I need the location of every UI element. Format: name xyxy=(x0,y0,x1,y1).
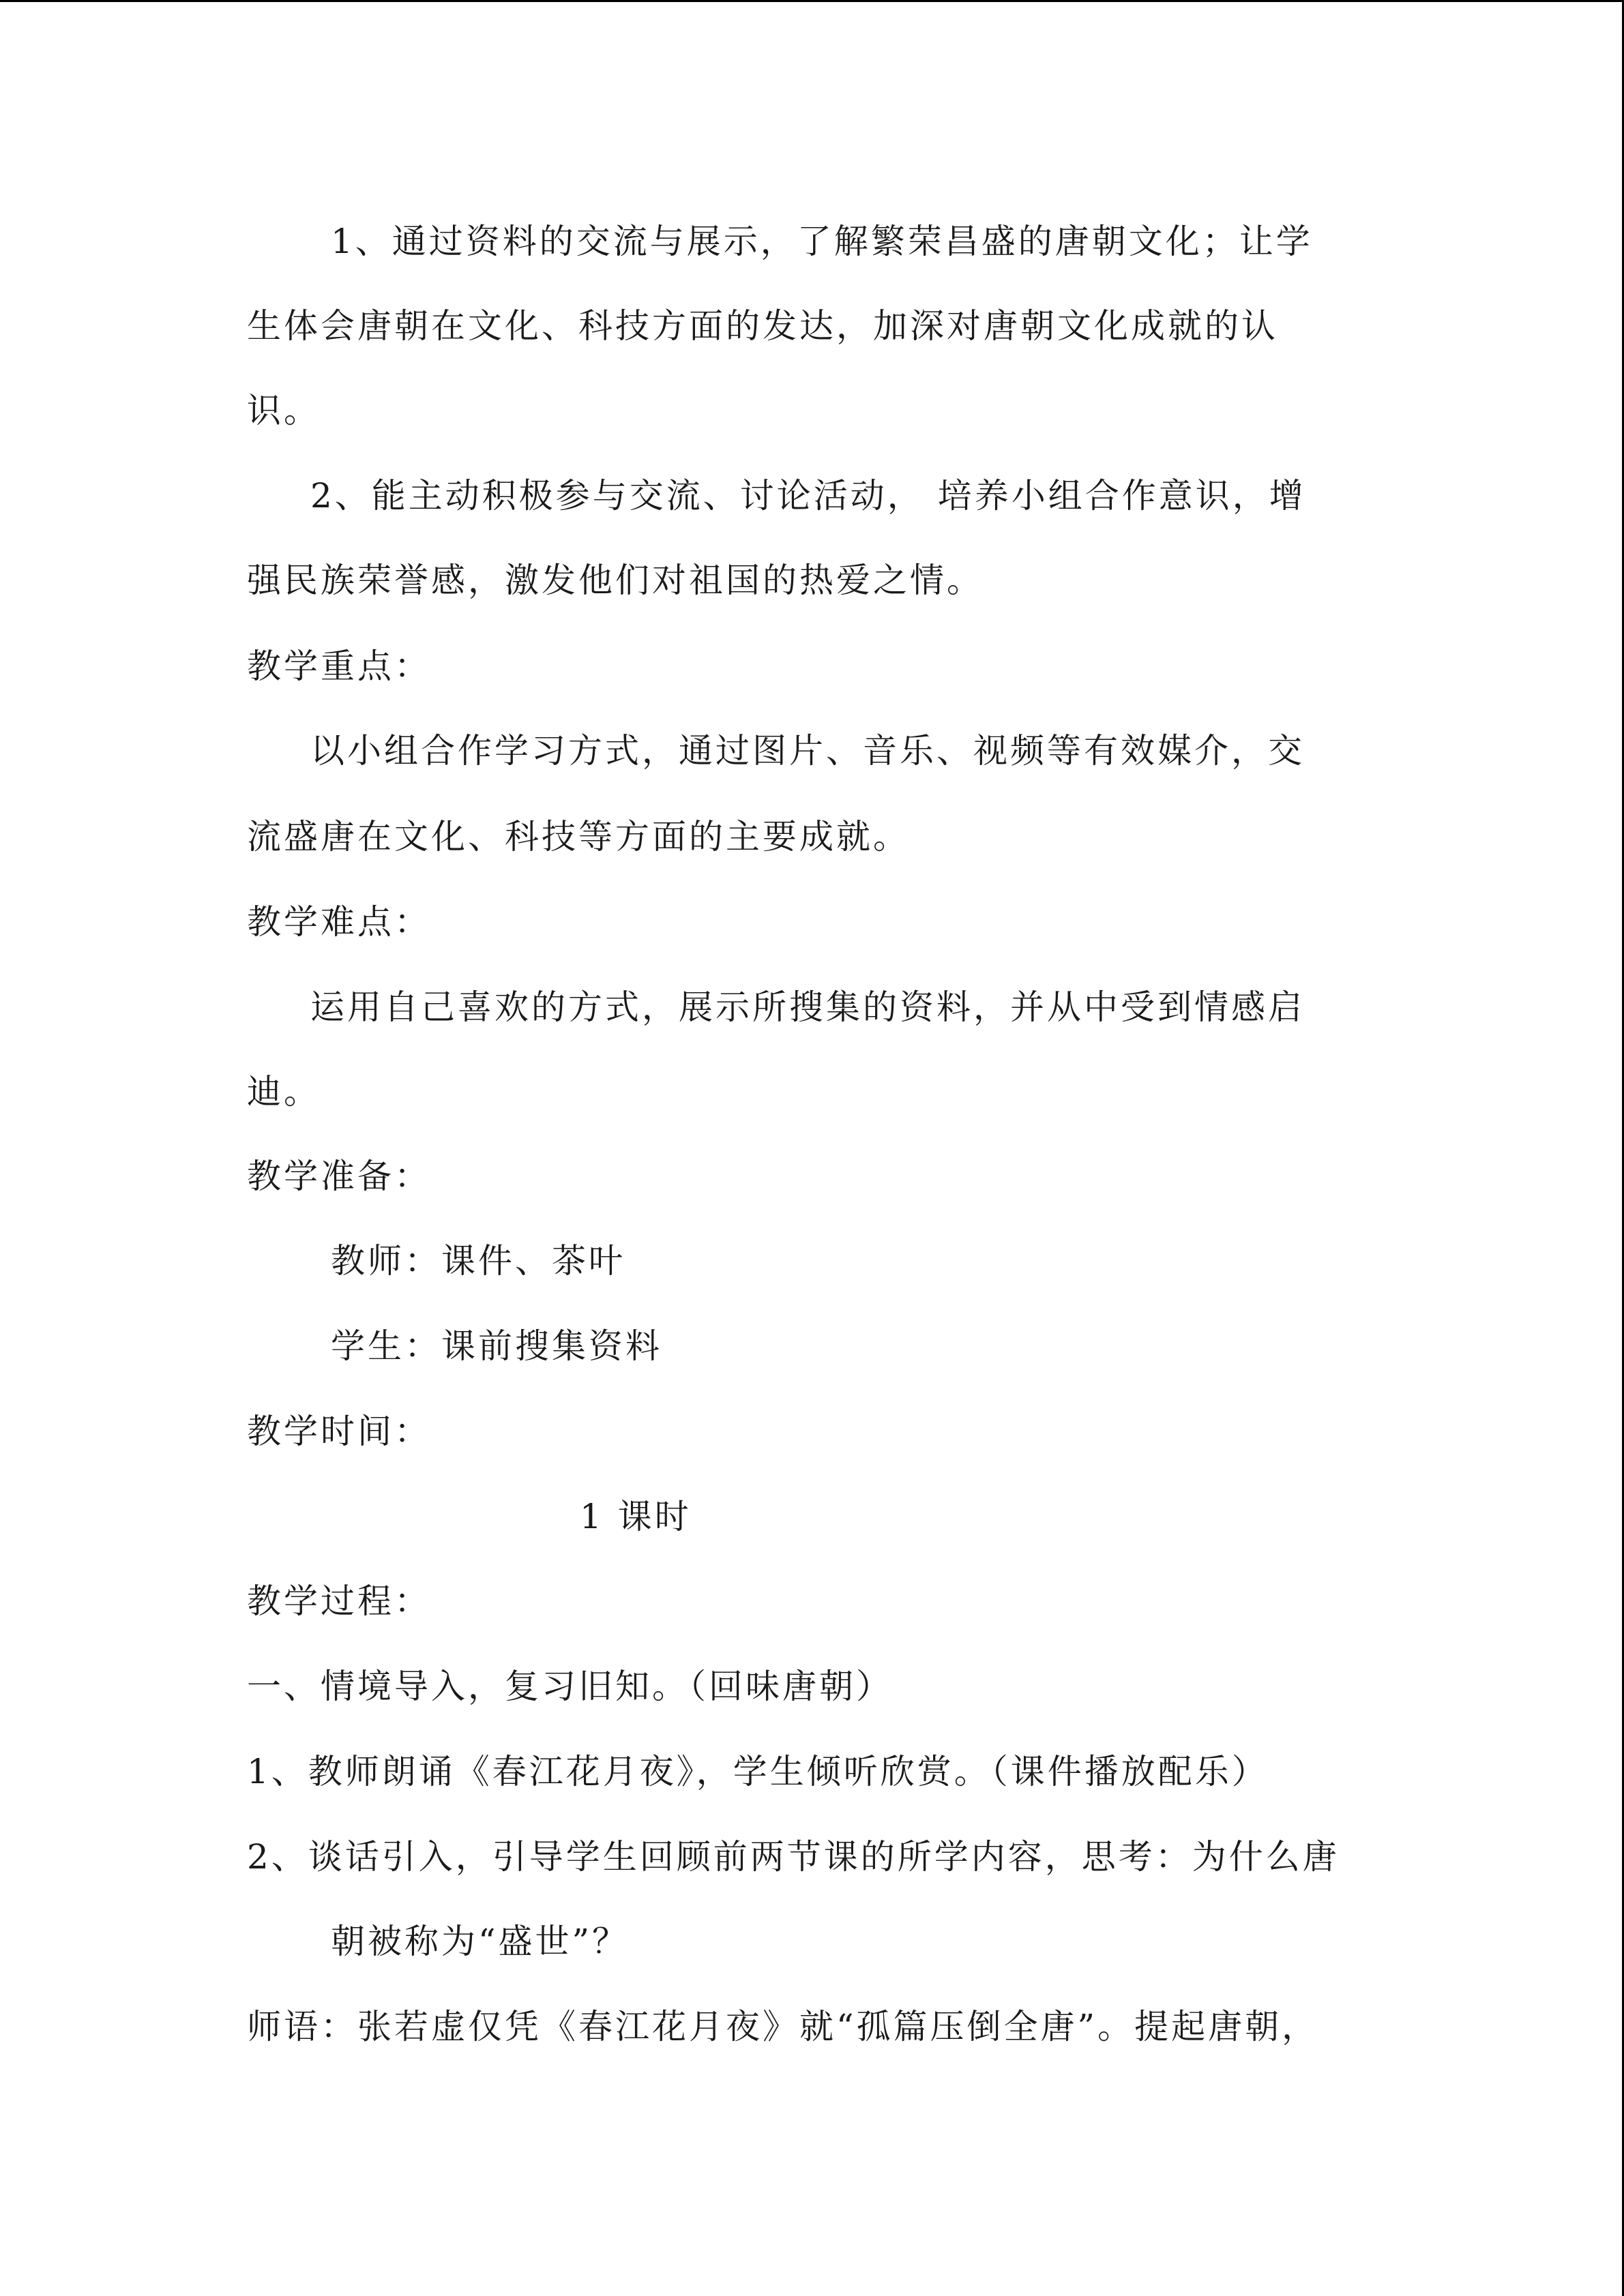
time-value: 1 课时 xyxy=(580,1497,692,1536)
process-heading: 教学过程： xyxy=(247,1581,431,1621)
difficulty-line-2: 迪。 xyxy=(247,1072,321,1112)
preparation-student: 学生：课前搜集资料 xyxy=(331,1326,662,1366)
objective-1-line-1: 1、通过资料的交流与展示，了解繁荣昌盛的唐朝文化；让学 xyxy=(331,222,1313,261)
objective-2-line-2: 强民族荣誉感，激发他们对祖国的热爱之情。 xyxy=(247,561,984,600)
key-points-line-2: 流盛唐在文化、科技等方面的主要成就。 xyxy=(247,817,910,856)
key-points-line-1: 以小组合作学习方式，通过图片、音乐、视频等有效媒介，交 xyxy=(310,731,1305,771)
teacher-remark-line: 师语：张若虚仅凭《春江花月夜》就“孤篇压倒全唐”。提起唐朝， xyxy=(247,2007,1319,2046)
preparation-heading: 教学准备： xyxy=(247,1157,431,1196)
difficulty-heading: 教学难点： xyxy=(247,902,431,942)
difficulty-line-1: 运用自己喜欢的方式，展示所搜集的资料，并从中受到情感启 xyxy=(310,987,1305,1027)
process-section-1: 一、情境导入，复习旧知。（回味唐朝） xyxy=(247,1667,893,1706)
objective-1-line-2: 生体会唐朝在文化、科技方面的发达，加深对唐朝文化成就的认 xyxy=(247,306,1278,346)
process-step-2-line-2: 朝被称为“盛世”？ xyxy=(331,1922,630,1961)
objective-1-line-3: 识。 xyxy=(247,391,321,430)
process-step-1: 1、教师朗诵《春江花月夜》，学生倾听欣赏。（课件播放配乐） xyxy=(247,1752,1269,1791)
objective-2-line-1: 2、能主动积极参与交流、讨论活动， 培养小组合作意识，增 xyxy=(310,476,1306,516)
preparation-teacher: 教师：课件、茶叶 xyxy=(331,1241,625,1281)
process-step-2-line-1: 2、谈话引入，引导学生回顾前两节课的所学内容，思考：为什么唐 xyxy=(247,1837,1340,1877)
key-points-heading: 教学重点： xyxy=(247,646,431,686)
time-heading: 教学时间： xyxy=(247,1412,431,1451)
